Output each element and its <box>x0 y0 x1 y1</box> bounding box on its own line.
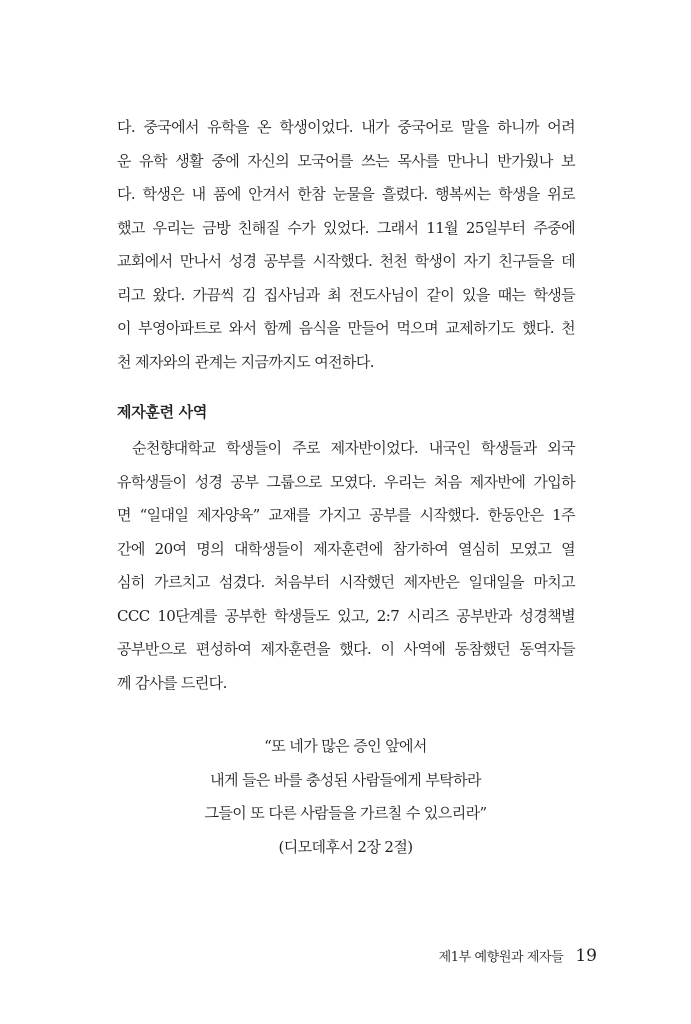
quote-line: 내게 들은 바를 충성된 사람들에게 부탁하라 <box>210 770 481 789</box>
paragraph-1 <box>117 117 575 385</box>
paragraph-line: CCC 10단계를 공부한 학생들도 있고, 2:7 시리즈 공부반과 성경책별 <box>117 606 575 625</box>
paragraph-line: 순천향대학교 학생들이 주로 제자반이었다. 내국인 학생들과 외국 <box>132 439 575 457</box>
paragraph-line: 간에 20여 명의 대학생들이 제자훈련에 참가하여 열심히 모였고 열 <box>117 539 575 558</box>
quote-line: “또 네가 많은 증인 앞에서 <box>264 737 427 755</box>
paragraph-line: 심히 가르치고 섬겼다. 처음부터 시작했던 제자반은 일대일을 마치고 <box>117 573 575 591</box>
paragraph-line: 께 감사를 드린다. <box>117 673 227 692</box>
paragraph-line: 유학생들이 성경 공부 그룹으로 모였다. 우리는 처음 제자반에 가입하 <box>117 472 575 491</box>
paragraph-line: 리고 왔다. 가끔씩 김 집사님과 최 전도사님이 같이 있을 때는 학생들 <box>117 285 575 304</box>
paragraph-line: 면 “일대일 제자양육” 교재를 가지고 공부를 시작했다. 한동안은 1주 <box>117 506 575 524</box>
paragraph-line: 천 제자와의 관계는 지금까지도 여전하다. <box>117 352 374 371</box>
paragraph-line: 했고 우리는 금방 친해질 수가 있었다. 그래서 11월 25일부터 주중에 <box>117 218 575 237</box>
quote-citation: (디모데후서 2장 2절) <box>278 837 413 856</box>
paragraph-line: 공부반으로 편성하여 제자훈련을 했다. 이 사역에 동참했던 동역자들 <box>117 640 575 658</box>
paragraph-line: 교회에서 만나서 성경 공부를 시작했다. 천천 학생이 자기 친구들을 데 <box>117 252 575 270</box>
section-heading: 제자훈련 사역 <box>117 403 208 421</box>
page-footer <box>439 946 597 966</box>
scripture-quote <box>0 736 691 870</box>
page-number: 19 <box>575 946 597 966</box>
paragraph-line: 운 유학 생활 중에 자신의 모국어를 쓰는 목사를 만나니 반가웠나 보 <box>117 151 575 170</box>
quote-line: 그들이 또 다른 사람들을 가르칠 수 있으리라” <box>204 804 487 822</box>
paragraph-line: 다. 중국에서 유학을 온 학생이었다. 내가 중국어로 말을 하니까 어려 <box>117 118 575 136</box>
running-head: 제1부 예향원과 제자들 <box>438 950 564 965</box>
paragraph-line: 이 부영아파트로 와서 함께 음식을 만들어 먹으며 교제하기도 했다. 천 <box>117 319 575 337</box>
paragraph-line: 다. 학생은 내 품에 안겨서 한참 눈물을 흘렸다. 행복씨는 학생을 위로 <box>117 185 575 203</box>
paragraph-2 <box>117 438 575 706</box>
